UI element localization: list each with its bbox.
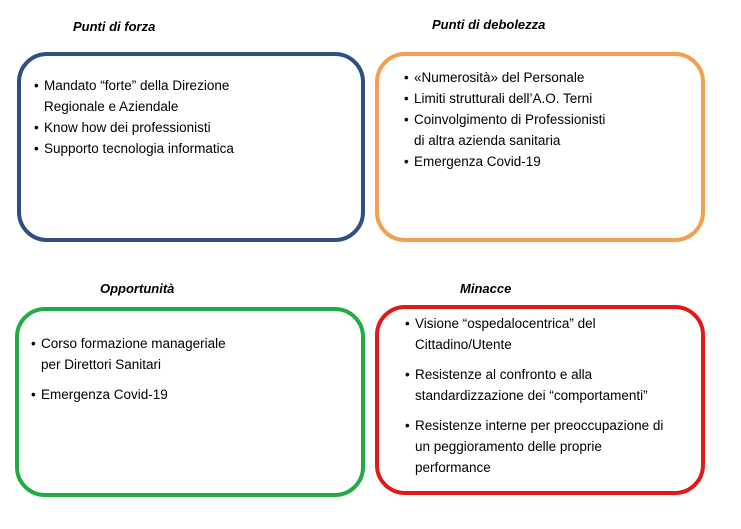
- weaknesses-list: [404, 67, 605, 172]
- bullet-icon: •: [31, 387, 36, 402]
- list-item-text: Emergenza Covid-19: [414, 154, 541, 169]
- list-item-text: Know how dei professionisti: [44, 120, 211, 135]
- list-item: [404, 67, 605, 88]
- bullet-icon: •: [31, 336, 36, 351]
- opportunities-list: [31, 333, 226, 405]
- list-item: [404, 88, 605, 109]
- bullet-icon: •: [405, 418, 410, 433]
- bullet-icon: •: [404, 91, 409, 106]
- list-item-text: Resistenze al confronto e alla: [415, 367, 593, 382]
- weaknesses-title: Punti di debolezza: [432, 17, 546, 32]
- threats-title: Minacce: [460, 281, 512, 296]
- opportunities-title: Opportunità: [100, 281, 175, 296]
- list-item: [34, 138, 234, 159]
- bullet-icon: •: [34, 120, 39, 135]
- list-item: [34, 75, 234, 117]
- list-item-text: Visione “ospedalocentrica” del: [415, 316, 596, 331]
- bullet-icon: •: [404, 70, 409, 85]
- list-item: [404, 151, 605, 172]
- list-item-text: Resistenze interne per preoccupazione di: [415, 418, 664, 433]
- threats-list: [405, 313, 663, 478]
- list-item-text: performance: [415, 460, 491, 475]
- list-item: [31, 333, 226, 375]
- strengths-list: [34, 75, 234, 159]
- list-item-text: Supporto tecnologia informatica: [44, 141, 234, 156]
- list-item-text: Limiti strutturali dell’A.O. Terni: [414, 91, 593, 106]
- list-item-text: «Numerosità» del Personale: [414, 70, 585, 85]
- list-item-text: per Direttori Sanitari: [41, 357, 162, 372]
- bullet-icon: •: [404, 112, 409, 127]
- list-item-text: Regionale e Aziendale: [44, 99, 179, 114]
- bullet-icon: •: [34, 78, 39, 93]
- bullet-icon: •: [404, 154, 409, 169]
- list-item-text: Mandato “forte” della Direzione: [44, 78, 230, 93]
- list-item-text: un peggioramento delle proprie: [415, 439, 602, 454]
- bullet-icon: •: [34, 141, 39, 156]
- bullet-icon: •: [405, 316, 410, 331]
- list-item: [405, 364, 663, 406]
- list-item-text: standardizzazione dei “comportamenti”: [415, 388, 648, 403]
- list-item: [405, 313, 663, 355]
- list-item-text: Coinvolgimento di Professionisti: [414, 112, 606, 127]
- bullet-icon: •: [405, 367, 410, 382]
- list-item-text: Emergenza Covid-19: [41, 387, 168, 402]
- list-item-text: di altra azienda sanitaria: [414, 133, 561, 148]
- list-item-text: Cittadino/Utente: [415, 337, 512, 352]
- list-item: [34, 117, 234, 138]
- strengths-title: Punti di forza: [73, 19, 156, 34]
- list-item: [404, 109, 605, 151]
- list-item: [405, 415, 663, 478]
- list-item-text: Corso formazione manageriale: [41, 336, 226, 351]
- list-item: [31, 384, 226, 405]
